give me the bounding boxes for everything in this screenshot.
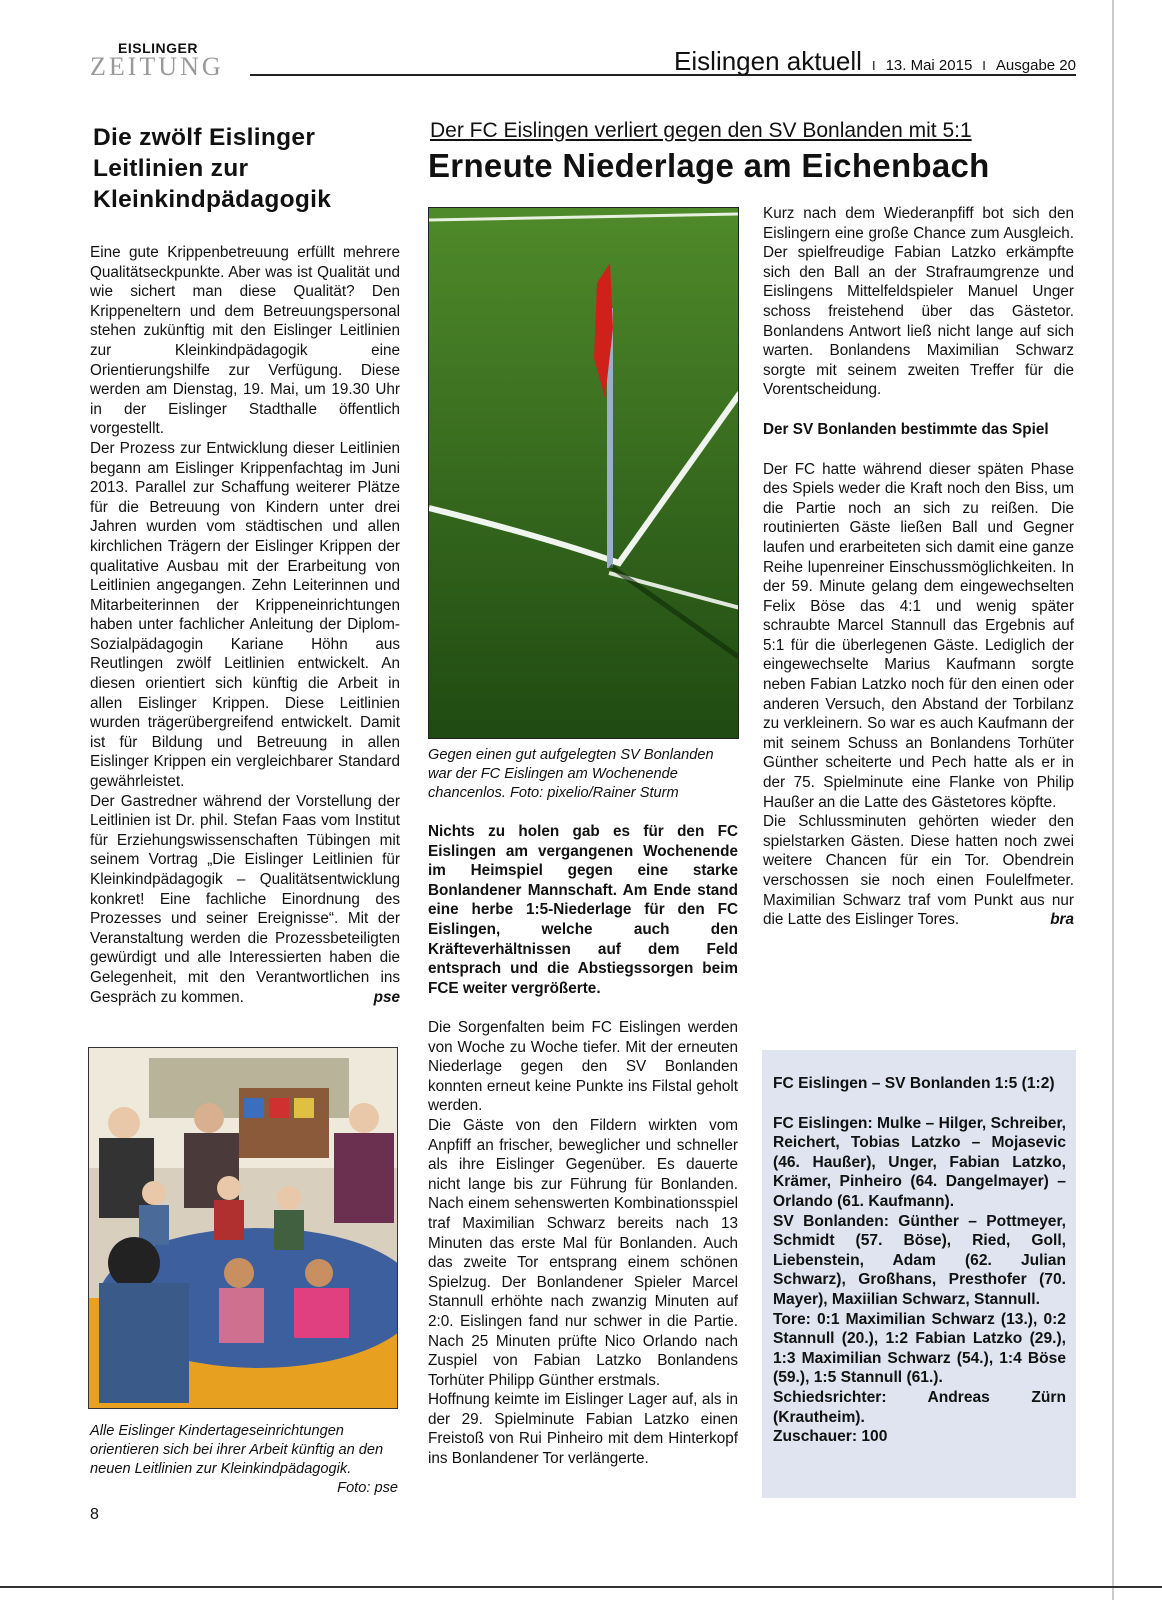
paragraph: Eine gute Krippenbetreuung erfüllt mehrere Qualitätseckpunkte. Aber was ist Qualität und wie sichert man diese Qualität? Den Krippeneltern und dem Betreuungspersonal stehen zukünftig mit den Eislinger Leitlinien zur Kleinkindpädagogik eine Orientierungshilfe zur Verfügung. Diese werden am Dienstag, 19. Mai, um 19.30 Uhr in der Eislinger Stadthalle öffentlich vorgestellt. [90, 244, 400, 438]
caption-text: Alle Eislinger Kindertageseinrichtungen orientieren sich bei ihrer Arbeit künftig an den neuen Leitlinien zur Kleinkindpädagogik. [90, 1423, 384, 1477]
left-article-body [90, 243, 400, 1007]
photo-credit: Foto: pse [337, 1480, 398, 1496]
paragraph: Hoffnung keimte im Eislinger Lager auf, als in der 29. Spielminute Fabian Latzko einen Freistoß von Rui Pinheiro mit dem Hinterkopf ins Bonlandener Tor verlängerte. [428, 1391, 738, 1468]
article-headline: Erneute Niederlage am Eichenbach [428, 147, 990, 184]
page-bottom-rule [0, 1586, 1162, 1588]
separator: I [982, 58, 986, 73]
paragraph: Die Sorgenfalten beim FC Eislingen werden von Woche zu Woche tiefer. Mit der erneuten Niederlage gegen den SV Bonlanden konnten erneut keine Punkte ins Filstal geholt werden. [428, 1019, 738, 1115]
article-body-col2 [428, 1018, 738, 1498]
goals: Tore: 0:1 Maximilian Schwarz (13.), 0:2 Stannull (20.), 1:2 Fabian Latzko (29.), 1:3 Maximilian Schwarz (54.), 1:4 Böse (59.), 1:5 Stannull (61.). [773, 1310, 1066, 1387]
referee: Schiedsrichter: Andreas Zürn (Krautheim). [773, 1388, 1066, 1426]
article-subheading: Der SV Bonlanden bestimmte das Spiel [763, 420, 1049, 438]
corner-flag-photo [428, 207, 739, 739]
article-kicker: Der FC Eislingen verliert gegen den SV Bonlanden mit 5:1 [430, 119, 972, 142]
paragraph: Kurz nach dem Wiederanpfiff bot sich den Eislingern eine große Chance zum Ausgleich. Der spielfreudige Fabian Latzko erkämpfte sich den Ball an der Strafraumgrenze und Eislingens Mittelfeldspieler Manuel Unger schoss freistehend über das Gästetor. Bonlandens Antwort ließ nicht lange auf sich warten. Bonlandens Maximilian Schwarz sorgte mit seinem zweiten Treffer für die Vorentscheidung. [763, 205, 1074, 399]
kita-photo [88, 1047, 398, 1409]
page-header [674, 46, 1076, 77]
left-headline: Die zwölf Eislinger Leitlinien zur Kleinkindpädagogik [93, 124, 332, 213]
attendance: Zuschauer: 100 [773, 1428, 888, 1446]
scan-edge [1112, 0, 1114, 1600]
page-number: 8 [90, 1506, 99, 1523]
issue-number: Ausgabe 20 [995, 57, 1076, 74]
paragraph: Der Prozess zur Entwicklung dieser Leitlinien begann am Eislinger Krippenfachtag im Juni 2013. Parallel zur Schaffung weiterer Plätze für die Betreuung von Kindern unter drei Jahren wurden vom städtischen und allen kirchlichen Trägern der Eislinger Krippen der qualitative Ausbau mit der Erarbeitung von Leitlinien angegangen. Zehn Leiterinnen und Mitarbeiterinnen der Krippeneinrichtungen haben unter fachlicher Anleitung der Diplom-Sozialpädagogin Kariane Höhn aus Reutlingen zwölf Leitlinien entwickelt. An diesen orientiert sich künftig die Arbeit in allen Eislinger Krippen. Diese Leitlinien wurden trägerübergreifend entwickelt. Damit ist für Bildung und Betreuung in allen Eislinger Krippen ein vergleichbarer Standard gewährleistet. [90, 439, 400, 791]
paragraph: Der FC hatte während dieser späten Phase des Spiels weder die Kraft noch den Biss, um die Partie noch an sich zu reißen. Die routinierten Gäste ließen Ball und Gegner laufen und erarbeiteten sich damit eine ganze Reihe lupenreiner Einschussmöglichkeiten. In der 59. Minute gelang dem eingewechselten Felix Böse das 4:1 und wenig später schraubte Marcel Stannull das Ergebnis auf 5:1 für die überlegenen Gäste. Lediglich der eingewechselte Marius Kaufmann sorgte neben Fabian Latzko noch für den einen oder anderen Versuch, den Abstand der Torbilanz zu verkleinern. So war es auch Kaufmann der mit seinem Schuss an Bonlandens Torhüter Günther scheiterte und Pech hatte als er in der 75. Spielminute eine Flanke von Philip Haußer an die Latte des Gästetores köpfte. [763, 460, 1074, 811]
football-photo-caption: Gegen einen gut aufgelegten SV Bonlanden war der FC Eislingen am Wochenende chancenlos. Foto: pixelio/Rainer Sturm [428, 747, 714, 801]
match-stats-box [762, 1050, 1076, 1498]
paragraph: Die Schlussminuten gehörten wieder den spielstarken Gästen. Diese hatten noch zwei weitere Chancen für ein Tor. Obendrein verschossen sie noch einen Foulelfmeter. Maximilian Schwarz traf vom Punkt aus nur die Latte des Eislinger Tores. [763, 813, 1074, 929]
match-result-title: FC Eislingen – SV Bonlanden 1:5 (1:2) [773, 1075, 1055, 1092]
separator: I [871, 58, 876, 73]
article-lead: Nichts zu holen gab es für den FC Eislingen am vergangenen Wochenende im Heimspiel gegen eine starke Bonlandener Mannschaft. Am Ende stand eine herbe 1:5-Niederlage für den FC Eislingen, welche auch den Kräfteverhältnissen auf dem Feld entsprach und die Abstiegssorgen beim FCE weiter vergrößerte. [428, 823, 738, 997]
author-tag: bra [1050, 911, 1074, 929]
lineup-fc-eislingen: FC Eislingen: Mulke – Hilger, Schreiber, Reichert, Tobias Latzko – Mojasevic (46. Haußer), Unger, Fabian Latzko, Krämer, Pinheiro (64. Dangelmayer) – Orlando (61. Kaufmann). [773, 1114, 1066, 1210]
section-title: Eislingen aktuell [674, 46, 862, 76]
author-tag: pse [373, 988, 400, 1006]
paragraph: Die Gäste von den Fildern wirkten vom Anpfiff an frischer, beweglicher und schneller als ihre Eislinger Gegenüber. Es dauerte nicht lange bis zur Führung für Bonlanden. Nach einem sehenswerten Kombinationsspiel traf Maximilian Schwarz bereits nach 13 Minuten das erste Mal für Bonlanden. Auch das zweite Tor entsprang einem schönen Spielzug. Der Bonlandener Spieler Marcel Stannull erhöhte nach zwanzig Minuten auf 2:0. Eislingen fand nur schwer in die Partie. Nach 25 Minuten prüfte Nico Orlando nach Zuspiel von Fabian Latzko Bonlandens Torhüter Philipp Günther erstmals. [428, 1116, 738, 1389]
article-body-col3 [763, 204, 1074, 930]
kita-photo-caption [90, 1422, 398, 1498]
logo-eislinger: EISLINGER [118, 40, 198, 56]
paragraph: Der Gastredner während der Vorstellung der Leitlinien ist Dr. phil. Stefan Faas vom Institut für Erziehungswissenschaften Tübingen mit seinem Vortrag „Die Eislinger Leitlinien für Kleinkindpädagogik – Qualitätsentwicklung konkret! Eine fachliche Einordnung des Prozesses und seiner Ereignisse“. Mit der Veranstaltung werden die Prozessbeteiligten gewürdigt und alle Interessierten haben die Gelegenheit, mit den Verantwortlichen ins Gespräch zu kommen. [90, 792, 400, 1006]
logo-zeitung: ZEITUNG [90, 52, 224, 81]
issue-date: 13. Mai 2015 [885, 57, 973, 74]
lineup-sv-bonlanden: SV Bonlanden: Günther – Pottmeyer, Schmidt (57. Böse), Ried, Goll, Liebenstein, Adam (62. Julian Schwarz), Großhans, Presthofer (70. Mayer), Maxiilian Schwarz, Stannull. [773, 1212, 1066, 1308]
